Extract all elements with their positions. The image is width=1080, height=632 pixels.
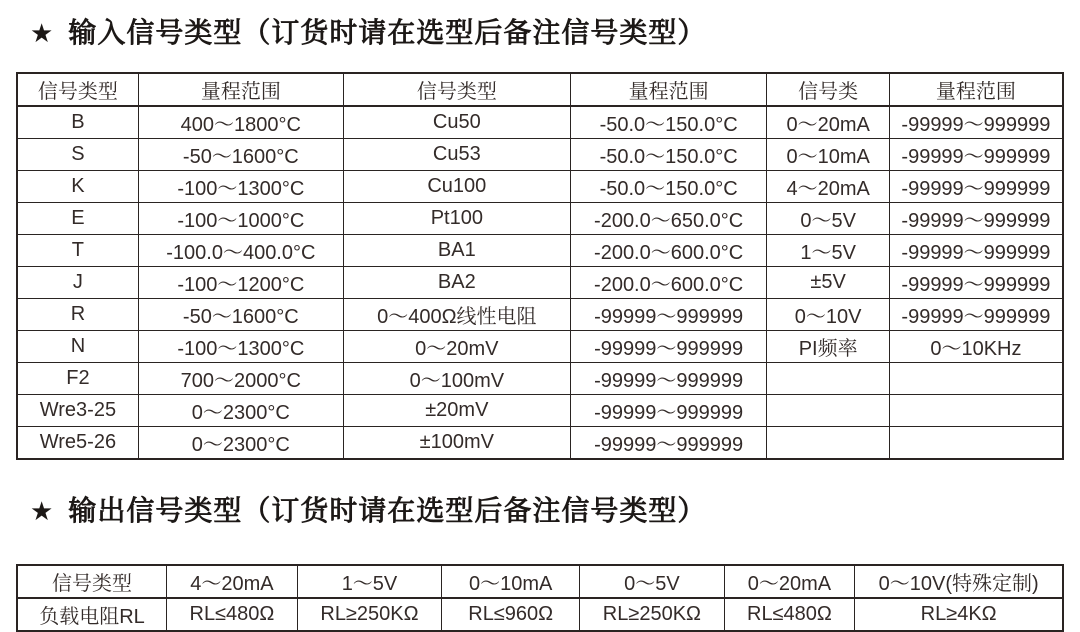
table-row — [17, 299, 1063, 331]
table-cell: -100.0～400.0°C — [138, 235, 343, 267]
table-cell — [889, 395, 1063, 427]
table-cell: R — [17, 299, 138, 331]
table-cell: -50.0～150.0°C — [570, 106, 767, 139]
table-cell: S — [17, 139, 138, 171]
table-cell: -200.0～600.0°C — [570, 267, 767, 299]
table-cell: ±100mV — [343, 427, 570, 460]
table-cell: RL≥250KΩ — [580, 598, 724, 631]
table-cell: -50.0～150.0°C — [570, 139, 767, 171]
output-table-body — [17, 565, 1063, 631]
table-cell: K — [17, 171, 138, 203]
table-cell: 0～5V — [767, 203, 889, 235]
table-cell: -50～1600°C — [138, 139, 343, 171]
column-header: 量程范围 — [570, 73, 767, 106]
table-cell: -99999～999999 — [889, 235, 1063, 267]
table-cell: 0～10mA — [767, 139, 889, 171]
table-cell: -99999～999999 — [889, 299, 1063, 331]
table-row — [17, 565, 1063, 598]
table-cell: -99999～999999 — [889, 267, 1063, 299]
table-cell: E — [17, 203, 138, 235]
table-cell: RL≤480Ω — [167, 598, 298, 631]
table-cell: 0～2300°C — [138, 427, 343, 460]
table-cell: J — [17, 267, 138, 299]
table-cell: Cu50 — [343, 106, 570, 139]
output-section-title — [30, 492, 1064, 530]
table-cell: -200.0～600.0°C — [570, 235, 767, 267]
table-row — [17, 171, 1063, 203]
table-cell: Wre5-26 — [17, 427, 138, 460]
table-cell: T — [17, 235, 138, 267]
table-cell — [767, 363, 889, 395]
column-header: 信号类型 — [17, 73, 138, 106]
table-cell: Cu53 — [343, 139, 570, 171]
table-row — [17, 267, 1063, 299]
table-cell: Pt100 — [343, 203, 570, 235]
table-cell — [767, 427, 889, 460]
table-cell: -50.0～150.0°C — [570, 171, 767, 203]
table-row — [17, 203, 1063, 235]
table-cell: -100～1200°C — [138, 267, 343, 299]
table-cell: BA1 — [343, 235, 570, 267]
table-cell: ±5V — [767, 267, 889, 299]
table-cell: 0～10KHz — [889, 331, 1063, 363]
table-cell — [767, 395, 889, 427]
table-cell: -100～1300°C — [138, 331, 343, 363]
table-cell: -99999～999999 — [570, 395, 767, 427]
column-header: 量程范围 — [889, 73, 1063, 106]
table-cell: -99999～999999 — [889, 203, 1063, 235]
table-cell: -99999～999999 — [570, 363, 767, 395]
table-row — [17, 427, 1063, 460]
table-row — [17, 395, 1063, 427]
table-cell: -50～1600°C — [138, 299, 343, 331]
table-cell: B — [17, 106, 138, 139]
table-cell: -99999～999999 — [570, 299, 767, 331]
table-cell: 0～10V(特殊定制) — [855, 565, 1063, 598]
star-icon: ★ — [30, 496, 55, 526]
table-cell: F2 — [17, 363, 138, 395]
table-cell: 4～20mA — [167, 565, 298, 598]
table-cell: 0～20mA — [724, 565, 855, 598]
table-cell: Cu100 — [343, 171, 570, 203]
table-cell: -100～1300°C — [138, 171, 343, 203]
table-cell: 0～20mV — [343, 331, 570, 363]
column-header: 信号类 — [767, 73, 889, 106]
table-cell: ±20mV — [343, 395, 570, 427]
table-cell: -200.0～650.0°C — [570, 203, 767, 235]
table-cell: PI频率 — [767, 331, 889, 363]
table-cell: 0～2300°C — [138, 395, 343, 427]
table-cell: 400～1800°C — [138, 106, 343, 139]
table-cell: 负载电阻RL — [17, 598, 167, 631]
table-cell: 700～2000°C — [138, 363, 343, 395]
table-cell: RL≤480Ω — [724, 598, 855, 631]
table-cell: BA2 — [343, 267, 570, 299]
table-cell: 1～5V — [767, 235, 889, 267]
table-row — [17, 331, 1063, 363]
table-cell: 信号类型 — [17, 565, 167, 598]
table-row — [17, 598, 1063, 631]
output-signal-table — [16, 564, 1064, 632]
table-row — [17, 139, 1063, 171]
table-cell: 0～5V — [580, 565, 724, 598]
table-cell: -99999～999999 — [889, 171, 1063, 203]
table-cell: -100～1000°C — [138, 203, 343, 235]
table-cell: -99999～999999 — [889, 106, 1063, 139]
table-cell: -99999～999999 — [889, 139, 1063, 171]
table-cell: 0～400Ω线性电阻 — [343, 299, 570, 331]
input-signal-table — [16, 72, 1064, 460]
input-section-title-text: 输入信号类型（订货时请在选型后备注信号类型） — [68, 17, 707, 48]
table-cell: 0～100mV — [343, 363, 570, 395]
table-cell: 0～20mA — [767, 106, 889, 139]
column-header: 量程范围 — [138, 73, 343, 106]
table-cell: 1～5V — [297, 565, 441, 598]
table-cell: Wre3-25 — [17, 395, 138, 427]
table-cell: 0～10V — [767, 299, 889, 331]
input-table-header — [17, 73, 1063, 106]
table-cell — [889, 427, 1063, 460]
column-header: 信号类型 — [343, 73, 570, 106]
header-row — [17, 73, 1063, 106]
table-cell: RL≥250KΩ — [297, 598, 441, 631]
star-icon: ★ — [30, 18, 55, 48]
table-cell: 0～10mA — [442, 565, 580, 598]
input-section-title — [30, 14, 1064, 52]
table-cell: -99999～999999 — [570, 331, 767, 363]
table-row — [17, 106, 1063, 139]
table-cell: RL≤960Ω — [442, 598, 580, 631]
table-cell — [889, 363, 1063, 395]
table-cell: N — [17, 331, 138, 363]
table-cell: -99999～999999 — [570, 427, 767, 460]
table-cell: 4～20mA — [767, 171, 889, 203]
input-table-body — [17, 106, 1063, 459]
table-cell: RL≥4KΩ — [855, 598, 1063, 631]
output-section-title-text: 输出信号类型（订货时请在选型后备注信号类型） — [68, 495, 707, 526]
table-row — [17, 363, 1063, 395]
table-row — [17, 235, 1063, 267]
